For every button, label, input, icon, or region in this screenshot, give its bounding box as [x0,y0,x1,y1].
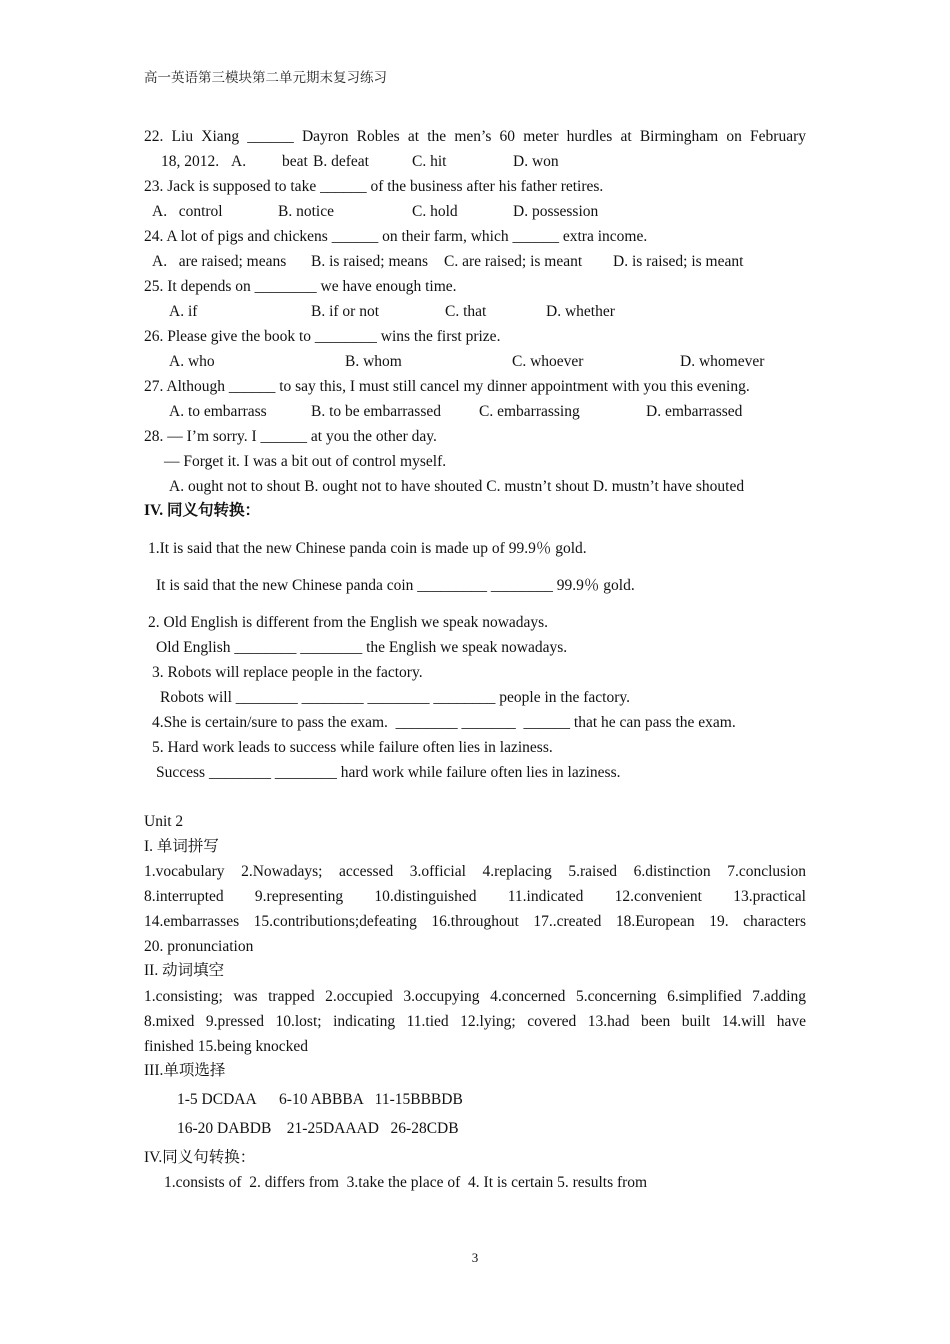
question-22-stem-cont: 18, 2012. [161,153,220,170]
question-23-option-d: D. possession [513,203,599,220]
question-25-option-a: A. if [169,303,198,320]
rewrite-5-blank: Success ________ ________ hard work while failure often lies in laziness. [156,764,621,781]
page-header: 高一英语第三模块第二单元期末复习练习 [144,70,387,85]
question-22-option-d: D. won [513,153,559,170]
rewrite-2-original: 2. Old English is different from the English we speak nowadays. [148,614,549,631]
answers-s3-line: 16-20 DABDB 21-25DAAAD 26-28CDB [177,1120,459,1137]
question-23-option-b: B. notice [278,203,334,220]
question-25-option-c: C. that [445,303,487,320]
question-23-stem: 23. Jack is supposed to take ______ of the business after his father retires. [144,178,604,195]
rewrite-2-blank: Old English ________ ________ the English we speak nowadays. [156,639,568,656]
answers-s2-heading: II. 动词填空 [144,962,225,979]
question-26-option-b: B. whom [345,353,402,370]
question-23-option-c: C. hold [412,203,458,220]
answers-s4-line: 1.consists of 2. differs from 3.take the place of 4. It is certain 5. results from [164,1174,648,1191]
answers-s2-line: finished 15.being knocked [144,1038,309,1055]
question-24-option-b: B. is raised; means [311,253,429,270]
rewrite-3-original: 3. Robots will replace people in the factory. [152,664,423,681]
question-24-option-a: A. are raised; means [152,253,287,270]
question-22-stem: 22. Liu Xiang ______ Dayron Robles at the men’s 60 meter hurdles at Birmingham on February [144,128,806,145]
question-24-option-d: D. is raised; is meant [613,253,744,270]
rewrite-1-original: 1.It is said that the new Chinese panda coin is made up of 99.9％ gold. [148,540,587,557]
answers-s1-line: 8.interrupted 9.representing 10.distinguished 11.indicated 12.convenient 13.practical [144,888,806,905]
question-24-stem: 24. A lot of pigs and chickens ______ on their farm, which ______ extra income. [144,228,648,245]
answers-s1-line: 1.vocabulary 2.Nowadays; accessed 3.official 4.replacing 5.raised 6.distinction 7.conclusion [144,863,806,880]
question-27-option-a: A. to embarrass [169,403,267,420]
question-22-option-b: B. defeat [313,153,369,170]
section-iv-heading: IV. 同义句转换： [144,502,260,519]
rewrite-3-blank: Robots will ________ ________ ________ ________ people in the factory. [160,689,630,706]
question-27-option-b: B. to be embarrassed [311,403,441,420]
answers-s1-heading: I. 单词拼写 [144,838,219,855]
answers-s1-line: 20. pronunciation [144,938,254,955]
answers-s4-heading: IV.同义句转换： [144,1149,256,1166]
rewrite-5-original: 5. Hard work leads to success while failure often lies in laziness. [152,739,553,756]
question-27-option-c: C. embarrassing [479,403,580,420]
answers-s2-line: 8.mixed 9.pressed 10.lost; indicating 11.tied 12.lying; covered 13.had been built 14.will have [144,1013,806,1030]
question-25-option-d: D. whether [546,303,615,320]
answers-s3-line: 1-5 DCDAA 6-10 ABBBA 11-15BBBDB [177,1091,463,1108]
question-27-option-d: D. embarrassed [646,403,743,420]
question-22-option-a-text: beat [282,153,308,170]
rewrite-4: 4.She is certain/sure to pass the exam. ________ _______ ______ that he can pass the exam. [152,714,736,731]
question-28-stem: 28. — I’m sorry. I ______ at you the other day. [144,428,437,445]
question-26-option-a: A. who [169,353,215,370]
question-24-option-c: C. are raised; is meant [444,253,583,270]
question-22-option-c: C. hit [412,153,447,170]
answers-s2-line: 1.consisting; was trapped 2.occupied 3.occupying 4.concerned 5.concerning 6.simplified 7.adding [144,988,806,1005]
question-27-stem: 27. Although ______ to say this, I must still cancel my dinner appointment with you this evening. [144,378,750,395]
answers-s3-heading: III.单项选择 [144,1062,226,1079]
question-25-option-b: B. if or not [311,303,380,320]
question-25-stem: 25. It depends on ________ we have enough time. [144,278,457,295]
question-22-option-a: A. [231,153,247,170]
question-26-stem: 26. Please give the book to ________ wins the first prize. [144,328,501,345]
question-23-option-a: A. control [152,203,223,220]
page-number: 3 [471,1250,479,1265]
question-26-option-d: D. whomever [680,353,765,370]
answers-s1-line: 14.embarrasses 15.contributions;defeating 16.throughout 17..created 18.European 19. characters [144,913,806,930]
question-28-reply: — Forget it. I was a bit out of control myself. [164,453,447,470]
rewrite-1-blank: It is said that the new Chinese panda coin _________ ________ 99.9％ gold. [156,577,635,594]
question-28-options: A. ought not to shout B. ought not to have shouted C. mustn’t shout D. mustn’t have shouted [169,478,745,495]
question-26-option-c: C. whoever [512,353,584,370]
unit-title: Unit 2 [144,813,184,830]
